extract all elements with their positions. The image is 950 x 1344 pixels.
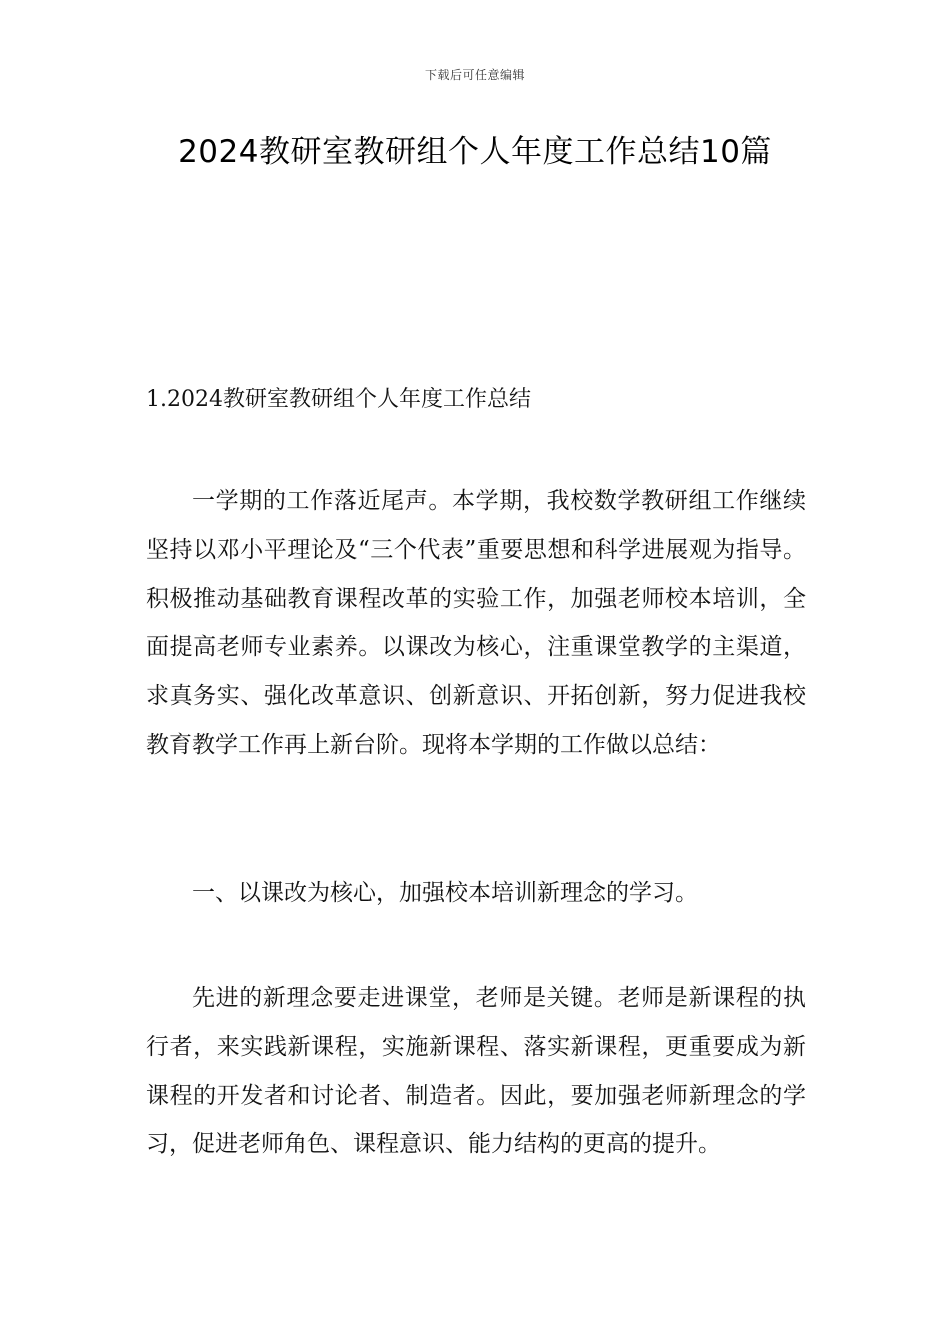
- document-title: 2024教研室教研组个人年度工作总结10篇: [178, 134, 772, 170]
- subheading: 一、以课改为核心，加强校本培训新理念的学习。: [192, 880, 698, 906]
- paragraph-body: 先进的新理念要走进课堂，老师是关键。老师是新课程的执行者，来实践新课程，实施新课程、落实新课程，更重要成为新课程的开发者和讨论者、制造者。因此，要加强老师新理念的学习，促进老师角色、课程意识、能力结构的更高的提升。: [146, 985, 806, 1158]
- header-note: 下载后可任意编辑: [424, 68, 525, 82]
- section-heading: 1.2024教研室教研组个人年度工作总结: [146, 387, 531, 412]
- paragraph-intro: 一学期的工作落近尾声。本学期，我校数学教研组工作继续坚持以邓小平理论及“三个代表”重要思想和科学进展观为指导。积极推动基础教育课程改革的实验工作，加强老师校本培训，全面提高老师专业素养。以课改为核心，注重课堂教学的主渠道，求真务实、强化改革意识、创新意识、开拓创新，努力促进我校教育教学工作再上新台阶。现将本学期的工作做以总结：: [146, 488, 806, 758]
